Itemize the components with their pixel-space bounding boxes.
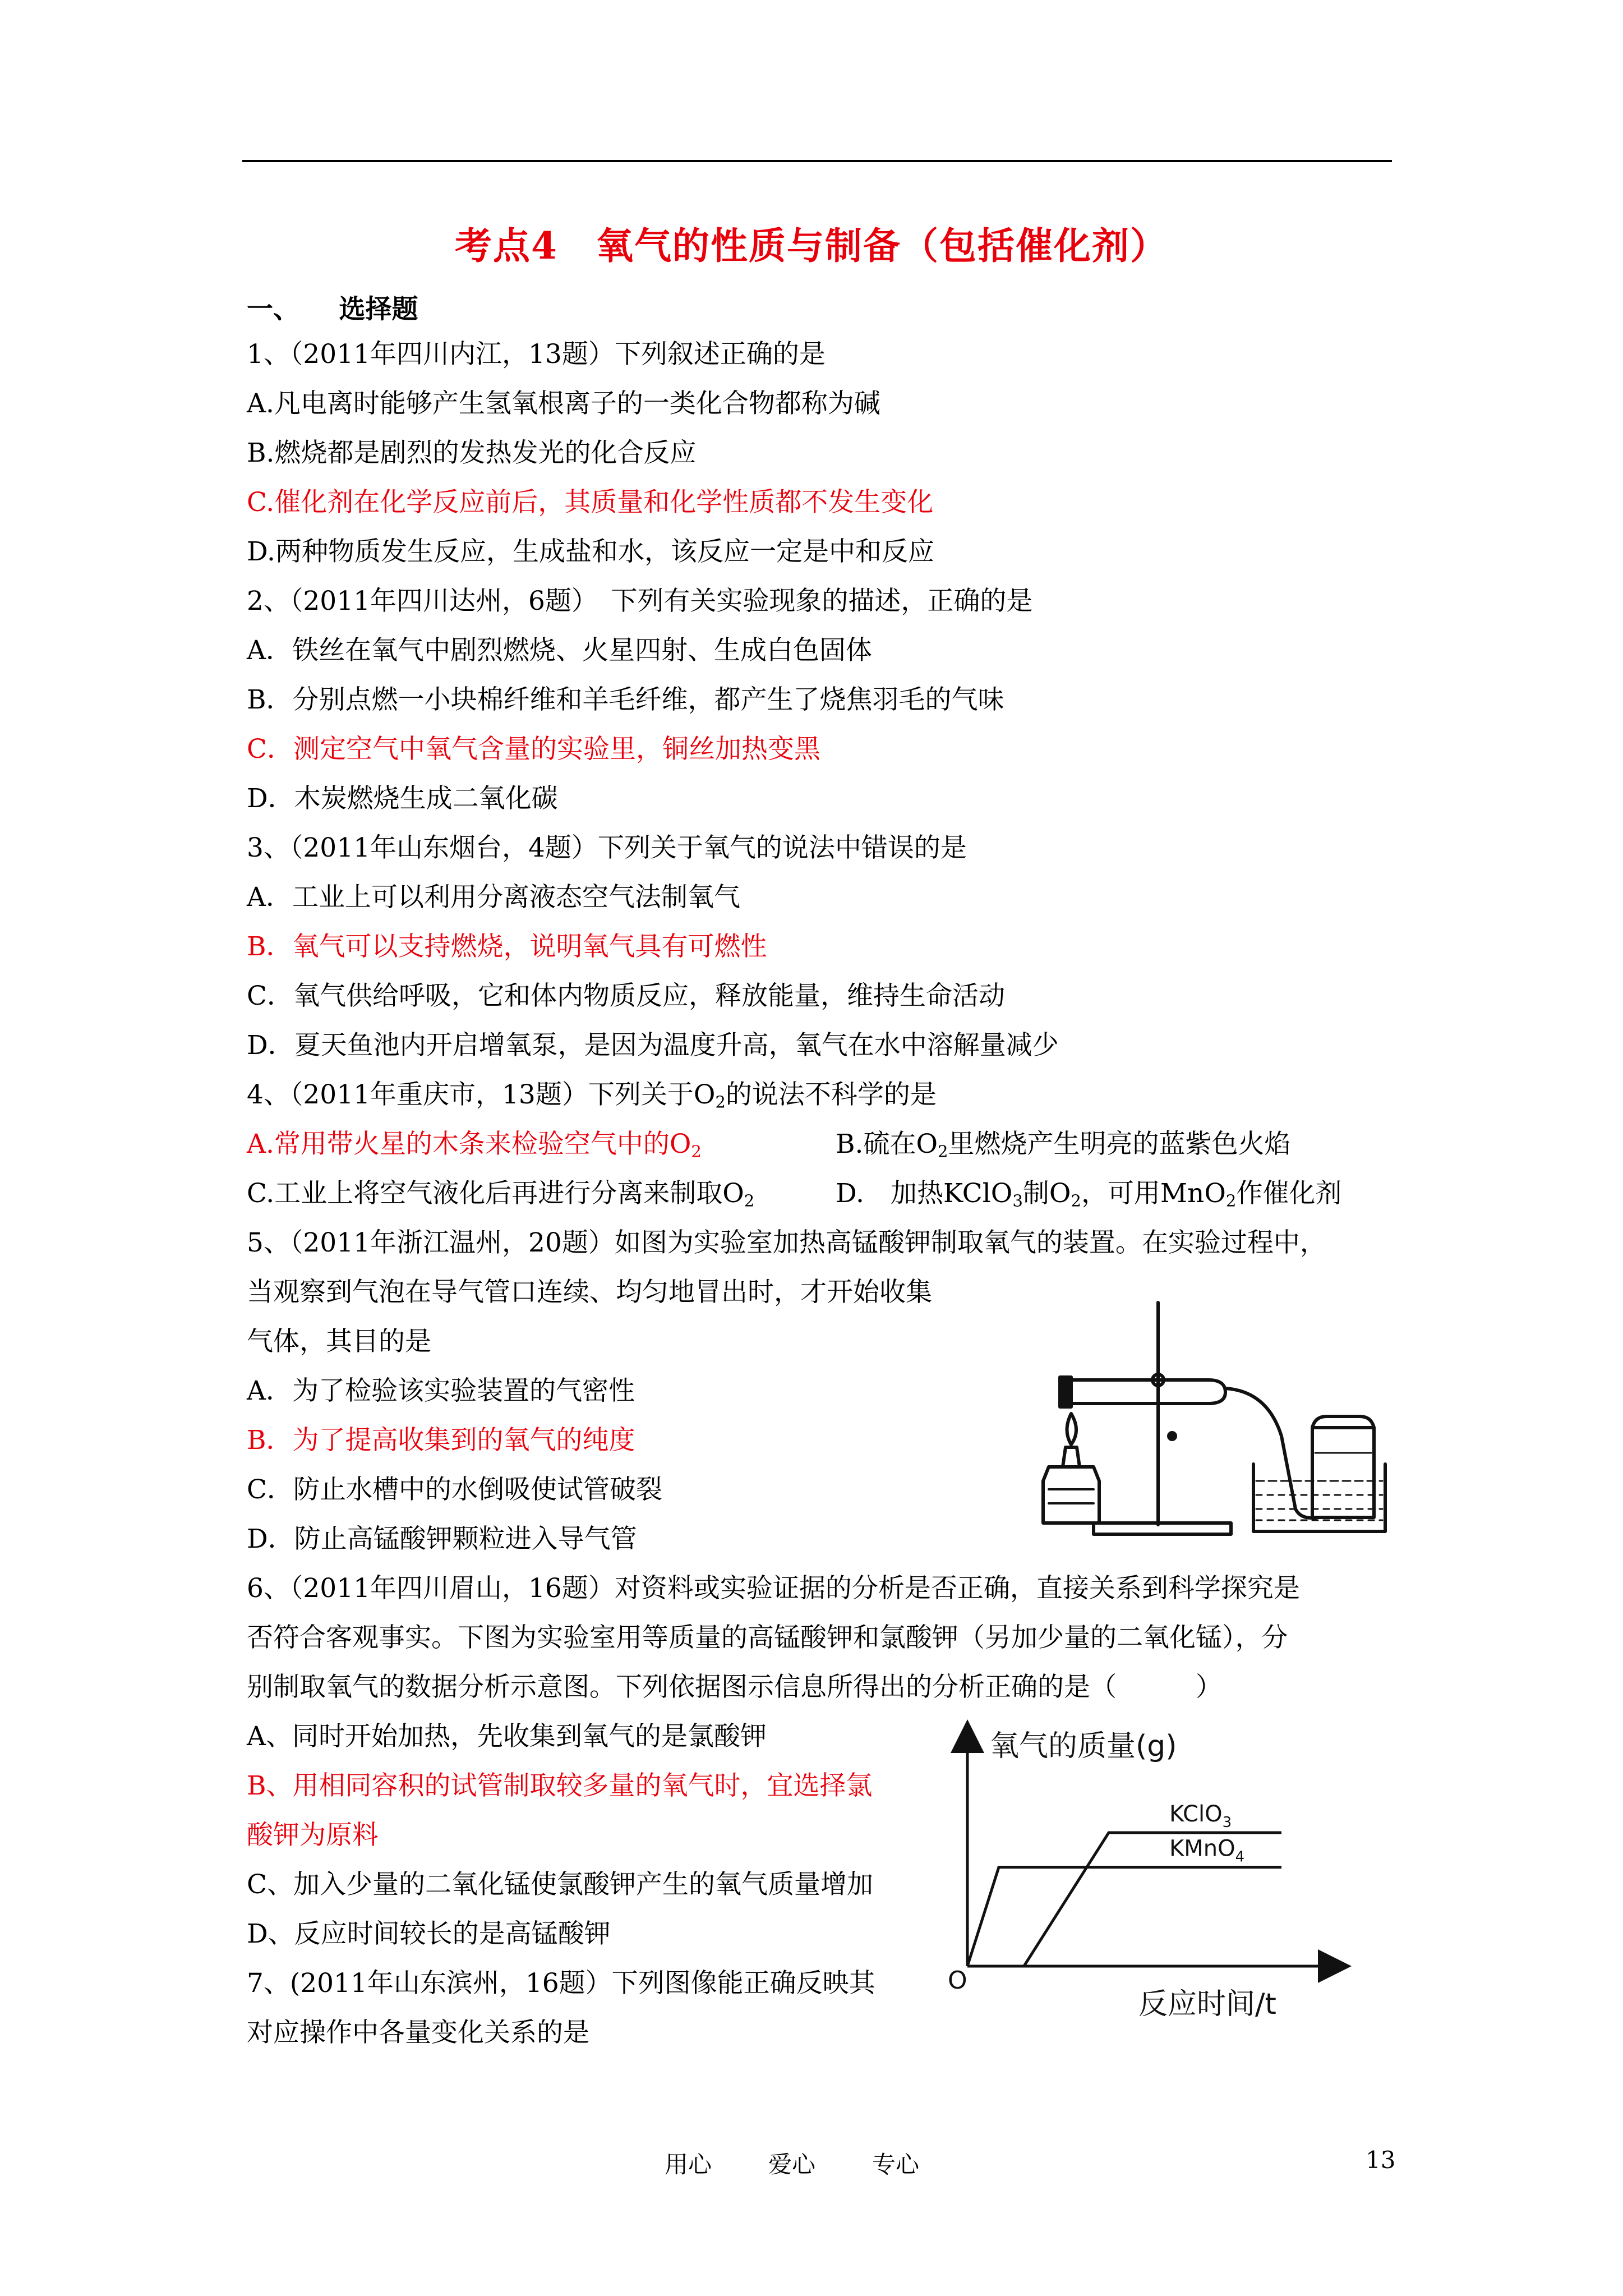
q1-option-a: A.凡电离时能够产生氢氧根离子的一类化合物都称为碱 (247, 388, 880, 419)
apparatus-figure (1032, 1296, 1391, 1554)
q1-stem: 1、（2011年四川内江，13题）下列叙述正确的是 (247, 339, 826, 370)
y-axis-label: 氧气的质量(g) (990, 1729, 1177, 1763)
header-rule (242, 160, 1392, 162)
footer-motto-2: 爱心 (768, 2151, 816, 2178)
q2-option-b: B．分别点燃一小块棉纤维和羊毛纤维，都产生了烧焦羽毛的气味 (247, 684, 1004, 715)
q2-option-d: D．木炭燃烧生成二氧化碳 (247, 783, 558, 814)
delivery-tube (1225, 1388, 1318, 1518)
q4-option-b: B.硫在$O_2$里燃烧产生明亮的蓝紫色火焰 (836, 1129, 1291, 1161)
q6-stem-line3: 别制取氧气的数据分析示意图。下列依据图示信息所得出的分析正确的是（ ） (247, 1672, 1222, 1703)
q3-option-b-answer: B．氧气可以支持燃烧，说明氧气具有可燃性 (247, 931, 767, 962)
gas-jar (1312, 1428, 1374, 1517)
q5-option-b-answer: B．为了提高收集到的氧气的纯度 (247, 1425, 635, 1456)
series-label-1: KMnO$_4$ (1169, 1835, 1245, 1866)
footer-motto-3: 专心 (872, 2151, 920, 2178)
q5-stem-line3: 气体，其目的是 (247, 1326, 431, 1357)
series-line-1 (967, 1867, 1281, 1966)
series-label-0: KClO$_3$ (1169, 1801, 1232, 1831)
q3-option-c: C．氧气供给呼吸，它和体内物质反应，释放能量，维持生命活动 (247, 981, 1005, 1011)
q4-option-a-answer: A.常用带火星的木条来检验空气中的$O_2$ (247, 1129, 702, 1161)
q2-option-c-answer: C．测定空气中氧气含量的实验里，铜丝加热变黑 (247, 734, 820, 765)
q2-option-a: A．铁丝在氧气中剧烈燃烧、火星四射、生成白色固体 (247, 635, 872, 666)
alcohol-lamp (1043, 1467, 1099, 1523)
footer-motto-1: 用心 (665, 2151, 712, 2178)
section-heading: 一、 选择题 (247, 294, 418, 325)
q6-option-b-answer-line1: B、用相同容积的试管制取较多量的氧气时，宜选择氯 (247, 1770, 873, 1801)
q5-option-d: D．防止高锰酸钾颗粒进入导气管 (247, 1524, 637, 1554)
q1-option-d: D.两种物质发生反应，生成盐和水，该反应一定是中和反应 (247, 536, 934, 567)
oxygen-mass-chart (931, 1711, 1368, 2031)
q6-stem-line2: 否符合客观事实。下图为实验室用等质量的高锰酸钾和氯酸钾（另加少量的二氧化锰），分 (247, 1622, 1288, 1653)
q6-stem-line1: 6、（2011年四川眉山，16题）对资料或实验证据的分析是否正确，直接关系到科学探究是 (247, 1573, 1300, 1604)
q1-option-b: B.燃烧都是剧烈的发热发光的化合反应 (247, 438, 697, 468)
q1-option-c-answer: C.催化剂在化学反应前后，其质量和化学性质都不发生变化 (247, 487, 934, 518)
q6-option-b-answer-line2: 酸钾为原料 (247, 1820, 379, 1851)
origin-label: O (948, 1966, 967, 1995)
q5-stem-line1: 5、（2011年浙江温州，20题）如图为实验室加热高锰酸钾制取氧气的装置。在实验过程中， (247, 1227, 1326, 1258)
q6-option-d: D、反应时间较长的是高锰酸钾 (247, 1918, 611, 1949)
q7-stem-line2: 对应操作中各量变化关系的是 (247, 2017, 589, 2048)
test-tube (1066, 1380, 1225, 1404)
q3-option-a: A．工业上可以利用分离液态空气法制氧气 (247, 882, 740, 913)
q4-option-d: D. 加热KClO$_3$制$O_2$，可用MnO$_2$作催化剂 (836, 1178, 1342, 1211)
q3-option-d: D．夏天鱼池内开启增氧泵，是因为温度升高，氧气在水中溶解量减少 (247, 1030, 1059, 1061)
q6-option-a: A、同时开始加热，先收集到氧气的是氯酸钾 (247, 1721, 767, 1752)
page-number: 13 (1366, 2146, 1396, 2174)
q5-option-c: C．防止水槽中的水倒吸使试管破裂 (247, 1474, 662, 1505)
q6-option-c: C、加入少量的二氧化锰使氯酸钾产生的氧气质量增加 (247, 1869, 873, 1900)
q5-option-a: A．为了检验该实验装置的气密性 (247, 1375, 635, 1406)
q4-stem: 4、（2011年重庆市，13题）下列关于$O_2$的说法不科学的是 (247, 1079, 937, 1112)
q5-stem-line2: 当观察到气泡在导气管口连续、均匀地冒出时，才开始收集 (247, 1277, 932, 1308)
q4-option-c: C.工业上将空气液化后再进行分离来制取$O_2$ (247, 1178, 755, 1211)
x-axis-label: 反应时间/t (1138, 1987, 1276, 2021)
q7-stem-line1: 7、(2011年山东滨州，16题）下列图像能正确反映其 (247, 1968, 875, 1999)
q2-stem: 2、（2011年四川达州，6题） 下列有关实验现象的描述，正确的是 (247, 586, 1033, 616)
q3-stem: 3、（2011年山东烟台，4题）下列关于氧气的说法中错误的是 (247, 832, 967, 863)
page-title: 考点4 氧气的性质与制备（包括催化剂） (455, 224, 1168, 268)
water-trough (1253, 1464, 1385, 1531)
stand-base (1094, 1523, 1231, 1534)
